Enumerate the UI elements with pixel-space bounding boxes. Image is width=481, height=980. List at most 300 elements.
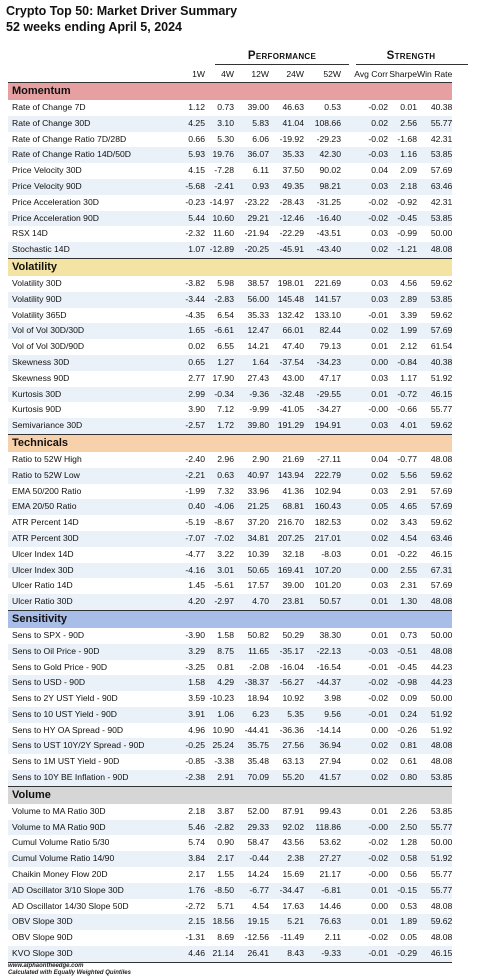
value-cell: 55.77 — [417, 883, 452, 899]
value-cell: -16.40 — [304, 211, 341, 227]
metric-label: Rate of Change Ratio 7D/28D — [12, 133, 127, 144]
table-row — [8, 754, 452, 770]
value-cell: 59.62 — [417, 418, 452, 434]
value-cell: -8.03 — [321, 548, 341, 559]
value-cell: -0.44 — [234, 851, 269, 867]
value-cell: -7.02 — [205, 531, 234, 547]
value-cell: 48.08 — [430, 932, 453, 943]
value-cell: 5.35 — [269, 707, 304, 723]
value-cell: 49.35 — [269, 179, 304, 195]
table-row — [8, 946, 452, 962]
metric-label: Ratio to 52W High — [12, 453, 82, 464]
value-cell: -0.45 — [388, 211, 417, 227]
metric-label: Kurtosis 30D — [8, 387, 171, 403]
value-cell: 2.55 — [388, 563, 417, 579]
value-cell: 11.60 — [213, 228, 234, 239]
value-cell: -0.02 — [341, 675, 388, 691]
value-cell: -2.32 — [185, 228, 205, 239]
value-cell: 39.80 — [234, 418, 269, 434]
section-header-volatility — [8, 258, 452, 276]
metric-label: Price Velocity 30D — [12, 165, 82, 176]
value-cell: 4.01 — [388, 418, 417, 434]
table-row — [8, 132, 452, 148]
table-row — [8, 323, 452, 339]
value-cell: -8.50 — [205, 883, 234, 899]
value-cell: -37.54 — [269, 355, 304, 371]
value-cell: -0.03 — [341, 644, 388, 660]
value-cell: -3.25 — [185, 661, 205, 672]
value-cell: 222.79 — [304, 468, 341, 484]
table-row — [8, 578, 452, 594]
metric-label: Ratio to 52W Low — [8, 468, 171, 484]
value-cell: 41.36 — [282, 485, 304, 496]
column-header-52w: 52W — [304, 66, 341, 83]
value-cell: 1.30 — [388, 594, 417, 610]
table-row — [8, 242, 452, 258]
column-header-sharpe: Sharpe — [388, 66, 417, 83]
metric-label: Ulcer Index 14D — [12, 548, 74, 559]
value-cell: -34.47 — [269, 883, 304, 899]
table-row — [8, 644, 452, 660]
value-cell: 6.54 — [217, 309, 234, 320]
table-row — [8, 100, 452, 116]
value-cell: 2.11 — [324, 932, 341, 943]
value-cell: 6.06 — [252, 133, 269, 144]
value-cell: 46.15 — [417, 946, 452, 962]
value-cell: 2.18 — [188, 805, 205, 816]
value-cell: -0.02 — [341, 211, 388, 227]
value-cell: 0.65 — [171, 355, 205, 371]
value-cell: 70.09 — [234, 770, 269, 786]
value-cell: 23.81 — [269, 594, 304, 610]
value-cell: 50.65 — [234, 563, 269, 579]
value-cell: -3.38 — [214, 756, 234, 767]
value-cell: 3.43 — [400, 517, 417, 528]
value-cell: 18.56 — [205, 914, 234, 930]
table-row — [8, 147, 452, 163]
section-title: Momentum — [8, 83, 452, 101]
value-cell: 56.00 — [234, 292, 269, 308]
metric-label: Sens to HY OA Spread - 90D — [12, 724, 124, 735]
value-cell: 4.70 — [234, 594, 269, 610]
value-cell: 0.81 — [217, 661, 234, 672]
value-cell: 0.02 — [341, 738, 388, 754]
table-row — [8, 211, 452, 227]
value-cell: 5.56 — [388, 468, 417, 484]
value-cell: 2.31 — [400, 580, 417, 591]
value-cell: 48.08 — [417, 738, 452, 754]
value-cell: 1.99 — [388, 323, 417, 339]
value-cell: 4.20 — [171, 594, 205, 610]
value-cell: 198.01 — [277, 277, 304, 288]
value-cell: 5.93 — [171, 147, 205, 163]
value-cell: -2.40 — [185, 453, 205, 464]
value-cell: 48.08 — [430, 756, 453, 767]
value-cell: 25.24 — [205, 738, 234, 754]
value-cell: 0.00 — [341, 563, 388, 579]
value-cell: 53.62 — [319, 837, 341, 848]
value-cell: -0.02 — [368, 837, 388, 848]
value-cell: -16.54 — [316, 661, 341, 672]
value-cell: 1.64 — [234, 355, 269, 371]
value-cell: 1.72 — [205, 418, 234, 434]
value-cell: 21.17 — [319, 869, 341, 880]
value-cell: 43.56 — [282, 837, 304, 848]
column-header-1w: 1W — [171, 66, 205, 83]
value-cell: 0.02 — [341, 770, 388, 786]
section-title: Volume — [8, 786, 452, 804]
value-cell: -8.67 — [214, 517, 234, 528]
value-cell: -0.26 — [397, 724, 417, 735]
value-cell: 57.69 — [430, 165, 453, 176]
value-cell: 17.63 — [282, 900, 304, 911]
column-header-metric — [8, 66, 171, 83]
value-cell: 191.29 — [269, 418, 304, 434]
metric-label: RSX 14D — [12, 228, 48, 239]
value-cell: 4.54 — [388, 531, 417, 547]
value-cell: -3.82 — [185, 277, 205, 288]
metric-label: Rate of Change 7D — [12, 102, 86, 112]
table-row — [8, 738, 452, 754]
value-cell: 0.63 — [205, 468, 234, 484]
value-cell: 0.01 — [341, 914, 388, 930]
value-cell: 141.57 — [304, 292, 341, 308]
value-cell: 12.47 — [234, 323, 269, 339]
value-cell: -0.51 — [388, 644, 417, 660]
value-cell: 2.96 — [217, 453, 234, 464]
column-header-24w: 24W — [269, 66, 304, 83]
value-cell: 2.15 — [171, 914, 205, 930]
metric-label: Volatility 30D — [12, 277, 62, 288]
value-cell: 27.94 — [319, 756, 341, 767]
value-cell: -9.36 — [234, 387, 269, 403]
table-row — [8, 594, 452, 610]
value-cell: 4.96 — [188, 724, 205, 735]
value-cell: -12.56 — [244, 932, 269, 943]
column-header-win-rate: Win Rate — [417, 66, 452, 83]
value-cell: 41.57 — [304, 770, 341, 786]
value-cell: 0.24 — [388, 707, 417, 723]
value-cell: 6.11 — [252, 165, 269, 176]
metric-label: Sens to UST 10Y/2Y Spread - 90D — [8, 738, 171, 754]
value-cell: -0.01 — [341, 707, 388, 723]
value-cell: 2.91 — [205, 770, 234, 786]
table-row — [8, 292, 452, 308]
value-cell: 4.56 — [400, 277, 417, 288]
value-cell: 18.94 — [247, 693, 269, 704]
value-cell: 0.80 — [388, 770, 417, 786]
section-header-volume — [8, 786, 452, 804]
value-cell: 39.00 — [282, 580, 304, 591]
value-cell: -1.99 — [185, 485, 205, 496]
value-cell: 4.15 — [188, 165, 205, 176]
metric-label: Volatility 90D — [8, 292, 171, 308]
value-cell: 0.53 — [324, 102, 341, 112]
value-cell: -11.49 — [280, 932, 304, 943]
value-cell: -0.45 — [397, 661, 417, 672]
value-cell: 0.02 — [371, 756, 388, 767]
value-cell: 59.62 — [430, 309, 453, 320]
table-row — [8, 675, 452, 691]
value-cell: 50.57 — [304, 594, 341, 610]
value-cell: 0.58 — [388, 851, 417, 867]
value-cell: 14.24 — [247, 869, 269, 880]
value-cell: 46.63 — [282, 102, 304, 112]
value-cell: 1.55 — [217, 869, 234, 880]
value-cell: 35.75 — [234, 738, 269, 754]
value-cell: -12.46 — [269, 211, 304, 227]
value-cell: 6.55 — [217, 341, 234, 352]
value-cell: 58.47 — [247, 837, 269, 848]
footer-website: www.alphaontheedge.com — [8, 963, 84, 969]
table-row — [8, 355, 452, 371]
value-cell: 36.07 — [234, 147, 269, 163]
value-cell: 0.05 — [341, 499, 388, 515]
section-title: Sensitivity — [8, 610, 452, 628]
table-row — [8, 163, 452, 179]
section-header-technicals — [8, 434, 452, 452]
value-cell: 3.98 — [324, 693, 341, 704]
table-row — [8, 563, 452, 579]
column-header-avg-corr: Avg Corr — [341, 66, 388, 83]
value-cell: 32.18 — [282, 548, 304, 559]
metric-label: OBV Slope 90D — [12, 932, 73, 943]
value-cell: 107.20 — [304, 563, 341, 579]
metric-label: Rate of Change 30D — [8, 116, 171, 132]
metric-label: Skewness 30D — [8, 355, 171, 371]
value-cell: -45.91 — [269, 242, 304, 258]
value-cell: -22.13 — [304, 644, 341, 660]
value-cell: -29.23 — [316, 133, 341, 144]
value-cell: -43.51 — [316, 228, 341, 239]
table-row — [8, 515, 452, 531]
value-cell: 41.04 — [269, 116, 304, 132]
table-row — [8, 899, 452, 915]
value-cell: 51.92 — [430, 724, 453, 735]
value-cell: 21.25 — [234, 499, 269, 515]
footer-note: Calculated with Equally Weighted Quintiles — [8, 970, 131, 976]
value-cell: -6.61 — [205, 323, 234, 339]
value-cell: -32.48 — [269, 387, 304, 403]
value-cell: 0.01 — [371, 629, 388, 640]
value-cell: 1.06 — [205, 707, 234, 723]
table-row — [8, 452, 452, 468]
value-cell: 0.01 — [371, 805, 388, 816]
value-cell: 37.50 — [282, 165, 304, 176]
value-cell: -44.37 — [304, 675, 341, 691]
value-cell: 42.30 — [304, 147, 341, 163]
value-cell: 40.38 — [430, 102, 453, 112]
metric-label: Rate of Change Ratio 14D/50D — [8, 147, 171, 163]
value-cell: -0.01 — [341, 946, 388, 962]
value-cell: 35.33 — [247, 309, 269, 320]
metric-label: KVO Slope 30D — [8, 946, 171, 962]
metric-label: Stochastic 14D — [8, 242, 171, 258]
value-cell: 5.46 — [171, 820, 205, 836]
value-cell: 0.00 — [371, 900, 388, 911]
value-cell: -2.83 — [205, 292, 234, 308]
value-cell: -10.23 — [209, 693, 234, 704]
value-cell: -27.11 — [317, 453, 341, 464]
metric-label: Sens to Oil Price - 90D — [8, 644, 171, 660]
value-cell: 55.77 — [417, 820, 452, 836]
value-cell: 6.23 — [234, 707, 269, 723]
value-cell: 57.69 — [430, 580, 453, 591]
value-cell: 3.22 — [217, 548, 234, 559]
value-cell: 132.42 — [277, 309, 304, 320]
value-cell: 50.82 — [247, 629, 269, 640]
metric-label: ATR Percent 14D — [12, 517, 79, 528]
value-cell: 5.83 — [234, 116, 269, 132]
value-cell: 4.29 — [205, 675, 234, 691]
value-cell: 2.38 — [269, 851, 304, 867]
value-cell: 1.65 — [171, 323, 205, 339]
table-row — [8, 547, 452, 563]
table-row — [8, 468, 452, 484]
value-cell: -28.43 — [279, 196, 304, 207]
value-cell: 0.03 — [371, 580, 388, 591]
value-cell: -41.05 — [279, 404, 304, 415]
value-cell: 2.17 — [188, 869, 205, 880]
value-cell: 4.54 — [252, 900, 269, 911]
value-cell: 0.02 — [341, 242, 388, 258]
value-cell: -0.01 — [368, 309, 388, 320]
value-cell: -0.02 — [368, 133, 388, 144]
value-cell: 52.00 — [247, 805, 269, 816]
value-cell: 4.46 — [171, 946, 205, 962]
value-cell: 0.03 — [341, 292, 388, 308]
value-cell: 4.65 — [388, 499, 417, 515]
value-cell: -0.02 — [368, 932, 388, 943]
value-cell: 0.01 — [341, 594, 388, 610]
value-cell: 17.90 — [212, 372, 234, 383]
value-cell: 5.98 — [217, 277, 234, 288]
section-header-momentum — [8, 83, 452, 101]
value-cell: 182.53 — [314, 517, 341, 528]
value-cell: 38.30 — [319, 629, 341, 640]
value-cell: 4.25 — [171, 116, 205, 132]
value-cell: 118.86 — [304, 820, 341, 836]
value-cell: 1.17 — [400, 372, 417, 383]
value-cell: 0.73 — [400, 629, 417, 640]
value-cell: 0.02 — [341, 531, 388, 547]
value-cell: 29.21 — [234, 211, 269, 227]
value-cell: 14.46 — [319, 900, 341, 911]
value-cell: 0.04 — [371, 453, 388, 464]
value-cell: -1.21 — [388, 242, 417, 258]
value-cell: 2.12 — [400, 341, 417, 352]
driver-summary-table — [8, 66, 452, 963]
value-cell: 1.89 — [388, 914, 417, 930]
value-cell: 53.85 — [417, 147, 452, 163]
value-cell: -2.38 — [171, 770, 205, 786]
value-cell: 0.09 — [400, 693, 417, 704]
value-cell: -20.25 — [234, 242, 269, 258]
metric-label: Price Velocity 90D — [8, 179, 171, 195]
metric-label: Ulcer Index 30D — [8, 563, 171, 579]
value-cell: 87.91 — [282, 805, 304, 816]
value-cell: -34.27 — [316, 404, 341, 415]
report-title: Crypto Top 50: Market Driver Summary — [6, 4, 238, 18]
column-header-4w: 4W — [205, 66, 234, 83]
value-cell: -0.77 — [397, 453, 417, 464]
value-cell: 2.18 — [388, 179, 417, 195]
value-cell: 2.90 — [252, 453, 269, 464]
value-cell: -9.33 — [304, 946, 341, 962]
value-cell: -0.22 — [397, 548, 417, 559]
value-cell: -21.94 — [244, 228, 269, 239]
value-cell: 44.23 — [430, 661, 453, 672]
value-cell: 33.96 — [247, 485, 269, 496]
value-cell: 3.87 — [217, 805, 234, 816]
value-cell: -0.02 — [341, 851, 388, 867]
metric-label: Price Acceleration 30D — [12, 196, 99, 207]
value-cell: 50.29 — [282, 629, 304, 640]
value-cell: 27.43 — [247, 372, 269, 383]
value-cell: 108.66 — [304, 116, 341, 132]
value-cell: -4.77 — [185, 548, 205, 559]
value-cell: -36.36 — [279, 724, 304, 735]
value-cell: 143.94 — [269, 468, 304, 484]
value-cell: -0.00 — [368, 869, 388, 880]
value-cell: -0.99 — [397, 228, 417, 239]
value-cell: -9.99 — [249, 404, 269, 415]
value-cell: 48.08 — [430, 453, 453, 464]
value-cell: -0.34 — [205, 387, 234, 403]
value-cell: 0.02 — [188, 341, 205, 352]
value-cell: -5.61 — [214, 580, 234, 591]
value-cell: 10.90 — [212, 724, 234, 735]
value-cell: 0.04 — [371, 165, 388, 176]
value-cell: 48.08 — [417, 644, 452, 660]
metric-label: Sens to 10 UST Yield - 90D — [8, 707, 171, 723]
value-cell: 0.73 — [217, 102, 234, 112]
value-cell: 76.63 — [304, 914, 341, 930]
value-cell: 50.00 — [430, 629, 453, 640]
value-cell: 99.43 — [319, 805, 341, 816]
value-cell: 0.03 — [371, 277, 388, 288]
value-cell: 1.76 — [171, 883, 205, 899]
value-cell: 8.69 — [217, 932, 234, 943]
metric-label: EMA 20/50 Ratio — [8, 499, 171, 515]
value-cell: 48.08 — [417, 594, 452, 610]
value-cell: 160.43 — [304, 499, 341, 515]
metric-label: Cumul Volume Ratio 5/30 — [12, 837, 110, 848]
section-title: Volatility — [8, 258, 452, 276]
value-cell: 29.33 — [234, 820, 269, 836]
value-cell: 53.85 — [430, 805, 453, 816]
value-cell: -2.08 — [249, 661, 269, 672]
value-cell: 53.85 — [417, 770, 452, 786]
performance-group-header: Performance — [247, 50, 317, 62]
table-row — [8, 930, 452, 946]
value-cell: 39.00 — [247, 102, 269, 112]
metric-label: Sens to 10Y BE Inflation - 90D — [8, 770, 171, 786]
value-cell: -22.29 — [279, 228, 304, 239]
value-cell: 55.20 — [269, 770, 304, 786]
value-cell: 0.01 — [400, 102, 417, 112]
value-cell: -6.77 — [234, 883, 269, 899]
table-row — [8, 867, 452, 883]
value-cell: 59.62 — [417, 468, 452, 484]
value-cell: 14.21 — [247, 341, 269, 352]
value-cell: 0.03 — [371, 372, 388, 383]
metric-label: Cumul Volume Ratio 14/90 — [8, 851, 171, 867]
value-cell: 0.81 — [388, 738, 417, 754]
value-cell: 5.71 — [217, 900, 234, 911]
value-cell: 44.23 — [417, 675, 452, 691]
value-cell: 5.44 — [171, 211, 205, 227]
